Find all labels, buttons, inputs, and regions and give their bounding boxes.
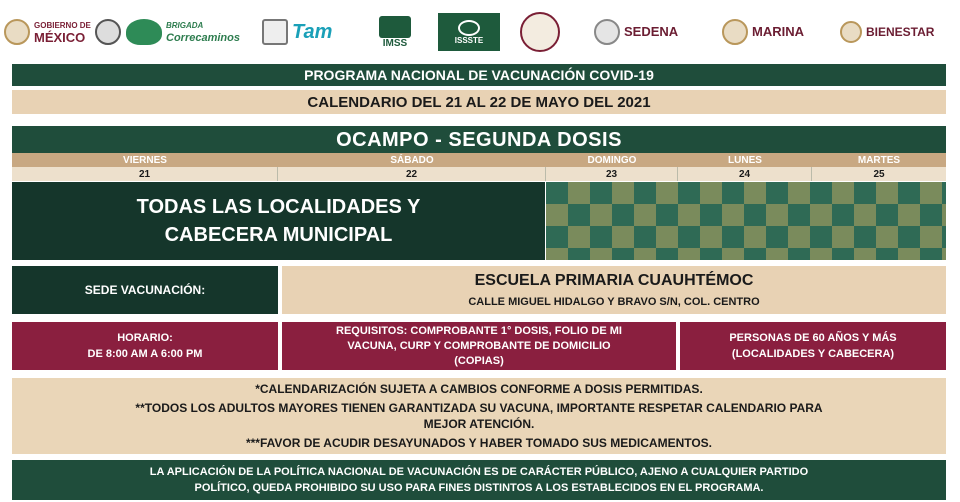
program-title: PROGRAMA NACIONAL DE VACUNACIÓN COVID-19 (12, 64, 946, 86)
national-seal-icon (520, 12, 560, 52)
note-3: ***FAVOR DE ACUDIR DESAYUNADOS Y HABER TOMADO SUS MEDICAMENTOS. (245, 436, 713, 450)
day-name-lunes: LUNES (728, 154, 762, 166)
bienestar-logo (840, 10, 934, 54)
note-2-line1: **TODOS LOS ADULTOS MAYORES TIENEN GARANTIZADA SU VACUNA, IMPORTANTE RESPETAR CALENDARIO PARA (135, 401, 823, 415)
tamaulipas-seal-icon (262, 19, 288, 45)
horario-value: DE 8:00 AM A 6:00 PM (87, 348, 203, 360)
issste-emblem-icon (458, 20, 480, 36)
personas-line2: (LOCALIDADES Y CABECERA) (731, 348, 895, 360)
day-name-domingo: DOMINGO (587, 154, 637, 166)
day-number-24: 24 (678, 167, 812, 181)
sede-address: CALLE MIGUEL HIDALGO Y BRAVO S/N, COL. CENTRO (468, 296, 760, 308)
horario-label: HORARIO: (117, 332, 173, 344)
day-name-martes: MARTES (857, 154, 901, 166)
day-number-row (12, 167, 946, 181)
calendar-title: CALENDARIO DEL 21 AL 22 DE MAYO DEL 2021 (12, 90, 946, 114)
requisitos-line2: VACUNA, CURP Y COMPROBANTE DE DOMICILIO (347, 339, 611, 352)
imss-logo (372, 10, 418, 54)
sede-details (282, 266, 946, 314)
footer-line2: POLÍTICO, QUEDA PROHIBIDO SU USO PARA FINES DISTINTOS A LOS ESTABLECIDOS EN EL PROGRAMA. (194, 482, 764, 494)
brigada-logo-line1: BRIGADA (166, 21, 204, 30)
personas-line1: PERSONAS DE 60 AÑOS Y MÁS (729, 332, 897, 344)
note-1: *CALENDARIZACIÓN SUJETA A CAMBIOS CONFORME A DOSIS PERMITIDAS. (255, 382, 703, 396)
bienestar-logo-text: BIENESTAR (866, 25, 935, 39)
day-number-21: 21 (12, 167, 278, 181)
day-name-sabado: SÁBADO (390, 154, 434, 166)
localities-line2: CABECERA MUNICIPAL (164, 224, 393, 246)
day-number-23: 23 (546, 167, 678, 181)
localities-line1: TODAS LAS LOCALIDADES Y (136, 196, 421, 218)
mexico-seal-icon (4, 19, 30, 45)
localities-cell (12, 182, 545, 260)
national-seal-logo (520, 10, 560, 54)
tam-logo-text: Tam (292, 20, 333, 43)
gobierno-logo-line1: GOBIERNO DE (34, 21, 91, 30)
state-seal-icon (95, 19, 121, 45)
gobierno-logo-line2: MÉXICO (34, 30, 86, 45)
day-name-viernes: VIERNES (123, 154, 167, 166)
tam-logo (262, 10, 332, 54)
bienestar-seal-icon (840, 21, 862, 43)
issste-logo-text: ISSSTE (454, 35, 484, 45)
imss-logo-text: IMSS (382, 37, 408, 49)
sedena-seal-icon (594, 19, 620, 45)
imss-eagle-icon (379, 16, 411, 38)
municipality-title: OCAMPO - SEGUNDA DOSIS (12, 126, 946, 154)
footer-line1: LA APLICACIÓN DE LA POLÍTICA NACIONAL DE VACUNACIÓN ES DE CARÁCTER PÚBLICO, AJENO A CUALQUIER PARTIDO (149, 466, 809, 478)
sede-label: SEDE VACUNACIÓN: (12, 266, 278, 314)
gobierno-mexico-logo (4, 10, 121, 54)
marina-seal-icon (722, 19, 748, 45)
requisitos-cell (282, 322, 676, 370)
marina-logo (722, 10, 804, 54)
logo-strip (0, 0, 960, 62)
roadrunner-icon (126, 19, 162, 45)
brigada-logo-line2: Correcaminos (166, 32, 240, 44)
sedena-logo (594, 10, 678, 54)
day-number-22: 22 (278, 167, 546, 181)
sedena-logo-text: SEDENA (624, 24, 679, 39)
issste-logo (438, 13, 500, 51)
day-number-25: 25 (873, 168, 885, 180)
sede-name: ESCUELA PRIMARIA CUAUHTÉMOC (474, 272, 754, 289)
requisitos-line1: REQUISITOS: COMPROBANTE 1° DOSIS, FOLIO DE MI (336, 324, 622, 337)
note-2-line2: MEJOR ATENCIÓN. (423, 417, 535, 431)
requisitos-line3: (COPIAS) (454, 354, 504, 367)
personas-cell (680, 322, 946, 370)
footer-disclaimer (12, 460, 946, 500)
unscheduled-days-pattern (546, 182, 946, 260)
brigada-correcaminos-logo (126, 10, 240, 54)
day-header-row (12, 153, 946, 167)
marina-logo-text: MARINA (752, 24, 804, 39)
notes-box (12, 378, 946, 454)
horario-cell (12, 322, 278, 370)
